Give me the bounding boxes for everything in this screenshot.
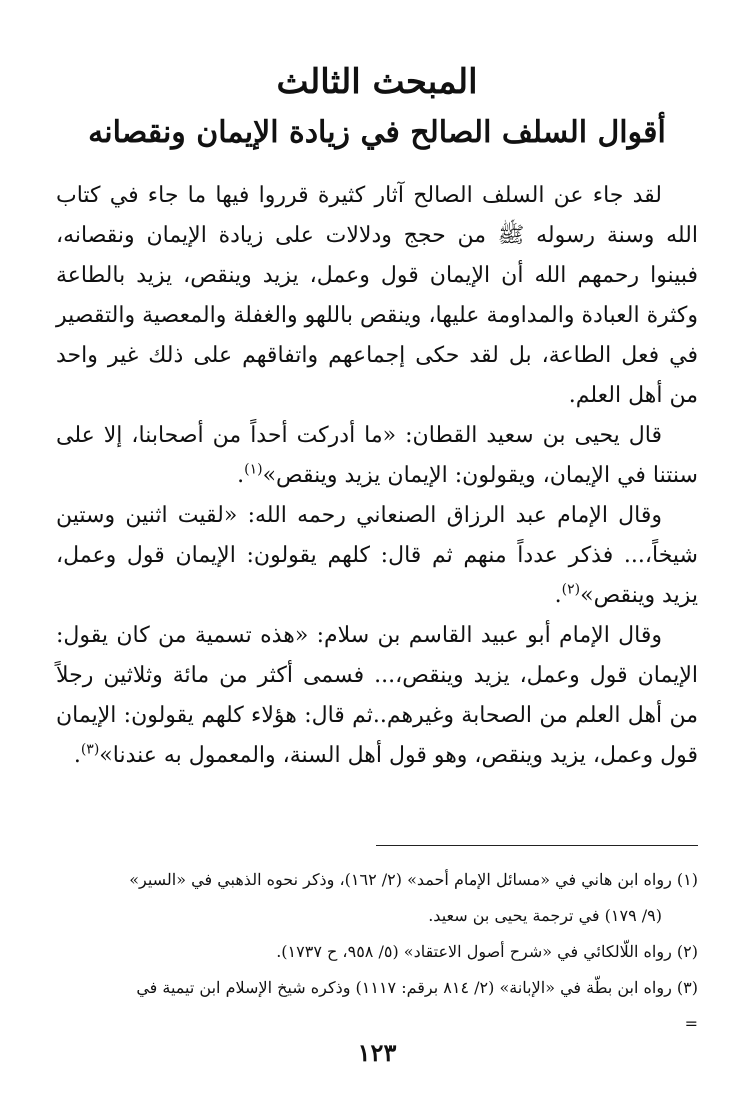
paragraph-2: قال يحيى بن سعيد القطان: «ما أدركت أحداً من أصحابنا، إلا على سنتنا في الإيمان، ويقولون: الإيمان يزيد وينقص»$^{(١)}$. [56,423,698,488]
chapter-title: المبحث الثالث [276,62,478,102]
footnote-1: (١) رواه ابن هاني في «مسائل الإمام أحمد» (٢/ ١٦٢)، وذكر نحوه الذهبي في «السير» [129,870,698,889]
paragraph-3: وقال الإمام عبد الرزاق الصنعاني رحمه الله: «لقيت اثنين وستين شيخاً،... فذكر عدداً منهم ثم قال: كلهم يقولون: الإيمان قول وعمل، يزيد وينقص»$^{(٢)}$. [56,503,698,608]
footnote-1-continuation: (٩/ ١٧٩) في ترجمة يحيى بن سعيد. [428,906,662,925]
footnote-3: (٣) رواه ابن بطّة في «الإبانة» (٢/ ٨١٤ برقم: ١١١٧) وذكره شيخ الإسلام ابن تيمية في [136,978,698,997]
paragraph-4: وقال الإمام أبو عبيد القاسم بن سلام: «هذه تسمية من كان يقول: الإيمان قول وعمل، يزيد وينقص،... فسمى أكثر من مائة وثلاثين رجلاً من أهل العلم من الصحابة وغيرهم..ثم قال: هؤلاء كلهم يقولون: الإيمان قول وعمل، يزيد وينقص، وهو قول أهل السنة، والمعمول به عندنا»$^{(٣)}$. [56,623,698,768]
footnotes [56,862,698,1042]
footnote-divider [376,845,698,846]
footnote-ref-2[interactable]: (٢) [561,581,581,598]
page-number: ١٢٣ [357,1038,397,1067]
footnote-continues-marker: = [684,1014,698,1033]
paragraph-1: لقد جاء عن السلف الصالح آثار كثيرة قرروا فيها ما جاء في كتاب الله وسنة رسوله ﷺ من حجج ودلالات على زيادة الإيمان ونقصانه، فبينوا رحمهم الله أن الإيمان قول وعمل، يزيد وينقص، يزيد بالطاعة وكثرة العبادة والمداومة عليها، وينقص باللهو والغفلة والمعصية والتقصير في فعل الطاعة، بل لقد حكى إجماعهم واتفاقهم على ذلك غير واحد من أهل العلم. [56,183,698,408]
section-heading: أقوال السلف الصالح في زيادة الإيمان ونقصانه [88,115,666,150]
footnote-2: (٢) رواه اللّالكائي في «شرح أصول الاعتقاد» (٥/ ٩٥٨، ح ١٧٣٧). [276,942,698,961]
footnote-ref-1[interactable]: (١) [244,461,263,478]
footnote-ref-3[interactable]: (٣) [80,741,100,758]
main-text [56,176,698,776]
